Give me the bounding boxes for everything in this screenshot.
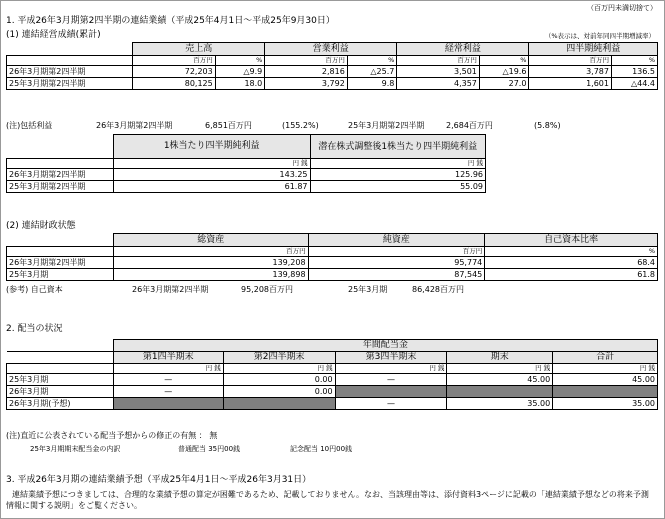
equity-value-1: 95,208百万円: [241, 285, 293, 294]
unit-pct: %: [485, 247, 658, 257]
cell: 136.5: [611, 66, 657, 78]
header-annual-dividend: 年間配当金: [113, 340, 657, 352]
dividend-revision-note: (注)直近に公表されている配当予想からの修正の有無 ： 無: [6, 431, 218, 440]
unit-yen-sen: 円 銭: [310, 159, 485, 169]
comprehensive-pct-1: (155.2%): [282, 121, 319, 130]
comprehensive-value-2: 2,684百万円: [446, 121, 493, 130]
dividend-breakdown-commemorative: 記念配当 10円00銭: [290, 445, 353, 453]
header-q1-end: 第1四半期末: [113, 352, 223, 364]
cell: 9.8: [347, 78, 397, 90]
table-row: [7, 257, 658, 269]
cell: 139,898: [113, 269, 308, 281]
comprehensive-pct-2: (5.8%): [534, 121, 561, 130]
cell: —: [113, 374, 223, 386]
header-eps: 1株当たり四半期純利益: [113, 135, 310, 159]
shaded-cell: [553, 386, 658, 398]
unit-mil: 百万円: [265, 56, 348, 66]
comprehensive-label: (注)包括利益: [6, 121, 53, 130]
cell: 87,545: [308, 269, 485, 281]
dividend-breakdown-prefix: 25年3月期期末配当金の内訳: [30, 445, 121, 453]
cell: —: [113, 386, 223, 398]
row-label: 26年3月期第2四半期: [7, 169, 114, 181]
cell: 0.00: [223, 374, 335, 386]
cell: 27.0: [479, 78, 529, 90]
header-net-income: 四半期純利益: [529, 43, 658, 56]
equity-value-2: 86,428百万円: [412, 285, 464, 294]
cell: 68.4: [485, 257, 658, 269]
unit-mil: 百万円: [113, 247, 308, 257]
cell: 45.00: [447, 374, 553, 386]
results-pct-note: （%表示は、対前年同四半期増減率）: [544, 32, 655, 40]
cell: —: [335, 374, 447, 386]
unit-yen-sen: 円 銭: [113, 364, 223, 374]
cell: △44.4: [611, 78, 657, 90]
header-operating-income: 営業利益: [265, 43, 397, 56]
cell: △19.6: [479, 66, 529, 78]
comprehensive-period-2: 25年3月期第2四半期: [348, 121, 425, 130]
shaded-cell: [335, 386, 447, 398]
cell: 95,774: [308, 257, 485, 269]
equity-label: (参考) 自己資本: [6, 285, 63, 294]
shaded-cell: [223, 398, 335, 410]
unit-yen-sen: 円 銭: [223, 364, 335, 374]
unit-note: （百万円未満切捨て）: [587, 4, 657, 12]
cell: △9.9: [215, 66, 265, 78]
cell: 35.00: [553, 398, 658, 410]
header-total-assets: 総資産: [113, 234, 308, 247]
cell: 4,357: [397, 78, 480, 90]
unit-yen-sen: 円 銭: [553, 364, 658, 374]
comprehensive-value-1: 6,851百万円: [205, 121, 252, 130]
table-row: [7, 66, 658, 78]
header-q3-end: 第3四半期末: [335, 352, 447, 364]
cell: 3,501: [397, 66, 480, 78]
cell: 35.00: [447, 398, 553, 410]
cell: 0.00: [223, 386, 335, 398]
header-total: 合計: [553, 352, 658, 364]
unit-mil: 百万円: [308, 247, 485, 257]
shaded-cell: [447, 386, 553, 398]
cell: —: [335, 398, 447, 410]
cell: 18.0: [215, 78, 265, 90]
header-net-assets: 純資産: [308, 234, 485, 247]
cell: 80,125: [133, 78, 216, 90]
unit-mil: 百万円: [133, 56, 216, 66]
cell: 139,208: [113, 257, 308, 269]
cell: 72,203: [133, 66, 216, 78]
cell: 3,792: [265, 78, 348, 90]
header-diluted-eps: 潜在株式調整後1株当たり四半期純利益: [310, 135, 485, 159]
table-row: [7, 169, 486, 181]
cell: 55.09: [310, 181, 485, 193]
row-label: 26年3月期第2四半期: [7, 66, 133, 78]
header-ordinary-income: 経常利益: [397, 43, 529, 56]
cell: 61.87: [113, 181, 310, 193]
cell: 2,816: [265, 66, 348, 78]
unit-mil: 百万円: [397, 56, 480, 66]
header-q2-end: 第2四半期末: [223, 352, 335, 364]
cell: △25.7: [347, 66, 397, 78]
equity-period-1: 26年3月期第2四半期: [132, 285, 209, 294]
cell: 3,787: [529, 66, 612, 78]
cell: 1,601: [529, 78, 612, 90]
row-label: 25年3月期: [7, 269, 114, 281]
table-row: [7, 78, 658, 90]
row-label: 25年3月期第2四半期: [7, 78, 133, 90]
row-label: 26年3月期: [7, 386, 114, 398]
results-table: [6, 42, 658, 90]
cell: 125.96: [310, 169, 485, 181]
cell: 61.8: [485, 269, 658, 281]
unit-pct: %: [479, 56, 529, 66]
shaded-cell: [113, 398, 223, 410]
header-year-end: 期末: [447, 352, 553, 364]
table-row: [7, 386, 658, 398]
eps-table: [6, 134, 486, 193]
table-row: [7, 181, 486, 193]
unit-yen-sen: 円 銭: [113, 159, 310, 169]
table-row: [7, 269, 658, 281]
unit-pct: %: [611, 56, 657, 66]
table-row: [7, 374, 658, 386]
unit-pct: %: [347, 56, 397, 66]
row-label: 26年3月期(予想): [7, 398, 114, 410]
header-equity-ratio: 自己資本比率: [485, 234, 658, 247]
row-label: 25年3月期第2四半期: [7, 181, 114, 193]
row-label: 25年3月期: [7, 374, 114, 386]
row-label: 26年3月期第2四半期: [7, 257, 114, 269]
dividends-table: [6, 339, 658, 410]
header-sales: 売上高: [133, 43, 265, 56]
equity-period-2: 25年3月期: [348, 285, 388, 294]
financial-title: (2) 連結財政状態: [6, 221, 76, 231]
table-row: [7, 398, 658, 410]
cell: 143.25: [113, 169, 310, 181]
comprehensive-period-1: 26年3月期第2四半期: [96, 121, 173, 130]
unit-yen-sen: 円 銭: [447, 364, 553, 374]
financial-table: [6, 233, 658, 281]
unit-pct: %: [215, 56, 265, 66]
forecast-body: 連結業績予想につきましては、合理的な業績予想の算定が困難であるため、記載しておりません。なお、当該理由等は、添付資料3ページに記載の「連結業績予想などの将来予測情報に関する説明」をご覧ください。: [6, 490, 649, 510]
dividend-breakdown-ordinary: 普通配当 35円00銭: [178, 445, 241, 453]
section1-title: 1. 平成26年3月期第2四半期の連結業績（平成25年4月1日～平成25年9月30日）: [6, 16, 335, 26]
dividends-title: 2. 配当の状況: [6, 324, 63, 334]
forecast-title: 3. 平成26年3月期の連結業績予想（平成25年4月1日～平成26年3月31日）: [6, 475, 312, 485]
unit-yen-sen: 円 銭: [335, 364, 447, 374]
results-title: (1) 連結経営成績(累計): [6, 30, 101, 40]
cell: 45.00: [553, 374, 658, 386]
unit-mil: 百万円: [529, 56, 612, 66]
